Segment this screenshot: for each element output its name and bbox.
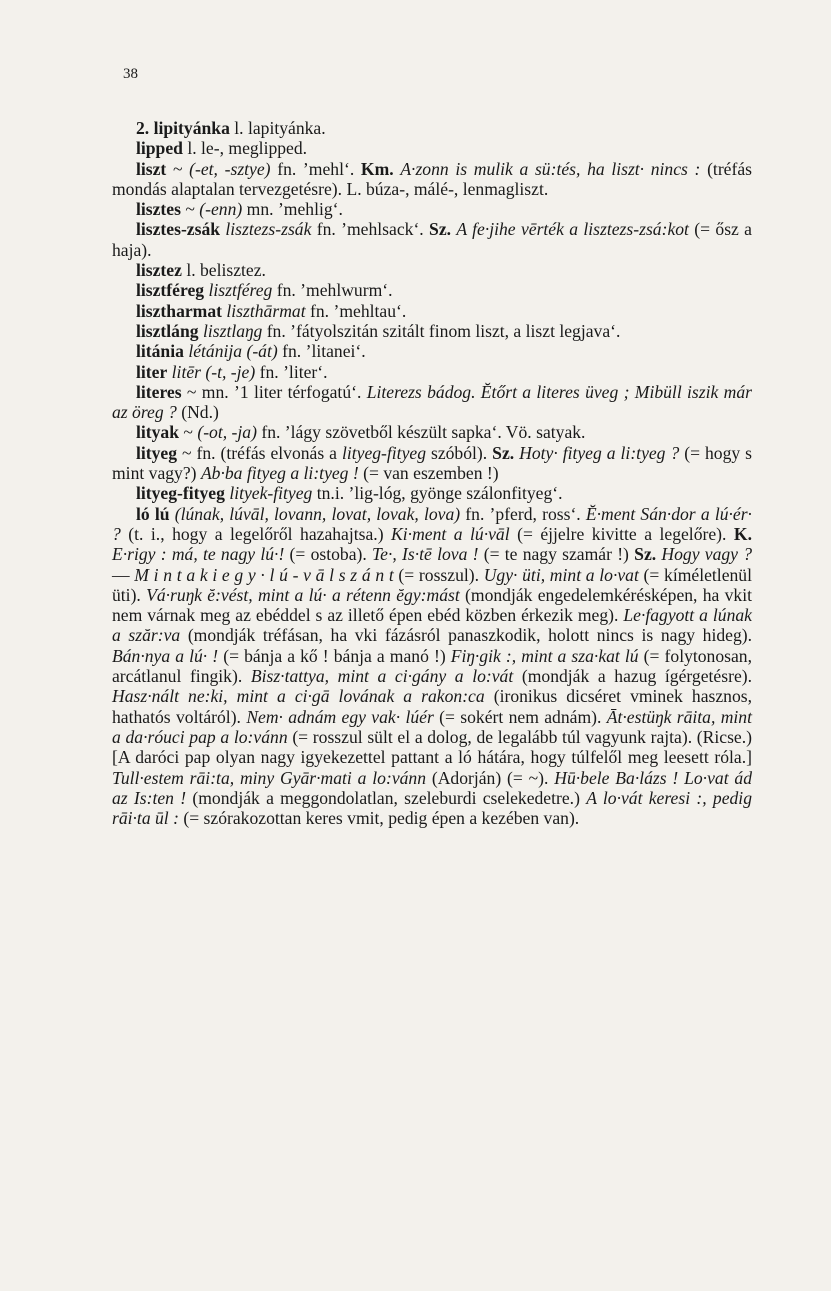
dictionary-entry: lisztes ~ (-enn) mn. ’mehlig‘. [136, 199, 343, 220]
entries-column [112, 118, 752, 828]
dictionary-entry: lityeg ~ fn. (tréfás elvonás a lityeg-fityeg szóból). Sz. Hoty· fityeg a li:tyeg ? (= hogy s mint vagy?) Ab·ba fityeg a li:tyeg ! (= van eszemben !) [112, 442, 753, 484]
dictionary-entry: lisztharmat liszthārmat fn. ’mehltau‘. [136, 300, 407, 321]
dictionary-entry: lisztes-zsák lisztezs-zsák fn. ’mehlsack‘. Sz. A fe·jihe vērték a lisztezs-zsá:kot (= ősz a haja). [112, 219, 752, 260]
dictionary-entry: 2. lipityánka l. lapityánka. [136, 118, 326, 138]
dictionary-entry: lisztez l. belisztez. [136, 260, 266, 281]
dictionary-entry: lisztláng lisztlaŋg fn. ’fátyolszitán szitált finom liszt, a liszt legjava‘. [136, 320, 621, 341]
dictionary-entry: lityeg-fityeg lityek-fityeg tn.i. ’lig-lóg, gyönge szálonfityeg‘. [136, 483, 563, 504]
dictionary-entry: lisztféreg lisztféreg fn. ’mehlwurm‘. [136, 280, 393, 301]
dictionary-entry: ló lú (lúnak, lúvāl, lovann, lovat, lovak, lova) fn. ’pferd, ross‘. Ĕ·ment Sán·dor a lú·ér· ? (t. i., hogy a legelőről hazahajtsa.) Ki·ment a lú·vāl (= éjjelre kivitte a legelőre). K. E·rigy : má, te nagy lú·! (= ostoba). Te·, Is·tē lova ! (= te nagy szamár !) Sz. Hogy vagy ? — M i n t a k i e g y · l ú - v ā l s z á n t (= rosszul). Ugy· üti, mint a lo·vat (= kíméletlenül üti). Vá·ruŋk ĕ:vést, mint a lú· a rétenn ĕgy:mást (mondják engedelemkérésképen, ha vkit nem várnak meg az ebéddel s az illető épen ebéd közben érkezik meg). Le·fagyott a lúnak a szăr:va (mondják tréfásan, ha vki fázásról panaszkodik, holott nincs is nagy hideg). Bán·nya a lú· ! (= bánja a kő ! bánja a manó !) Fiŋ·gik :, mint a sza·kat lú (= folytonosan, arcátlanul fingik). Bisz·tattya, mint a ci·gány a lo:vát (mondják a hazug ígérgetésre). Hasz·nált ne:ki, mint a ci·gā lovának a rakon:ca (ironikus dicséret vminek hasznos, hathatós voltáról). Nem· adnám egy vak· lúér (= sokért nem adnám). Āt·estüŋk rāita, mint a da·róuci pap a lo:vánn (= rosszul sült el a dolog, de legalább túl vagyunk rajta). (Ricse.) [A daróci pap olyan nagy igyekezettel pattant a ló hátára, hogy túlfelől meg leesett róla.] Tull·estem rāi:ta, miny Gyār·mati a lo:vánn (Adorján) (= ~). Hū·bele Ba·lázs ! Lo·vat ád az Is:ten ! (mondják a meggondolatlan, szeleburdi cselekedetre.) A lo·vát keresi :, pedig rāi·ta ūl : (= szórakozottan keres vmit, pedig épen a kezében van). [112, 503, 753, 829]
dictionary-entry: liszt ~ (-et, -sztye) fn. ’mehl‘. Km. A·zonn is mulik a sü:tés, ha liszt· nincs : (tréfás mondás alaptalan tervezgetésre). L. búza-, málé-, lenmagliszt. [112, 158, 752, 199]
dictionary-entry: liter litēr (-t, -je) fn. ’liter‘. [136, 361, 328, 382]
dictionary-entry: lityak ~ (-ot, -ja) fn. ’lágy szövetből készült sapka‘. Vö. satyak. [136, 422, 586, 443]
dictionary-entry: literes ~ mn. ’1 liter térfogatú‘. Literezs bádog. Ĕtőrt a literes üveg ; Mibüll iszik már az öreg ? (Nd.) [112, 381, 752, 423]
page-number: 38 [123, 66, 138, 82]
dictionary-entry: lipped l. le-, meglipped. [136, 138, 308, 159]
dictionary-entry: litánia létánija (-át) fn. ’litanei‘. [136, 341, 366, 362]
